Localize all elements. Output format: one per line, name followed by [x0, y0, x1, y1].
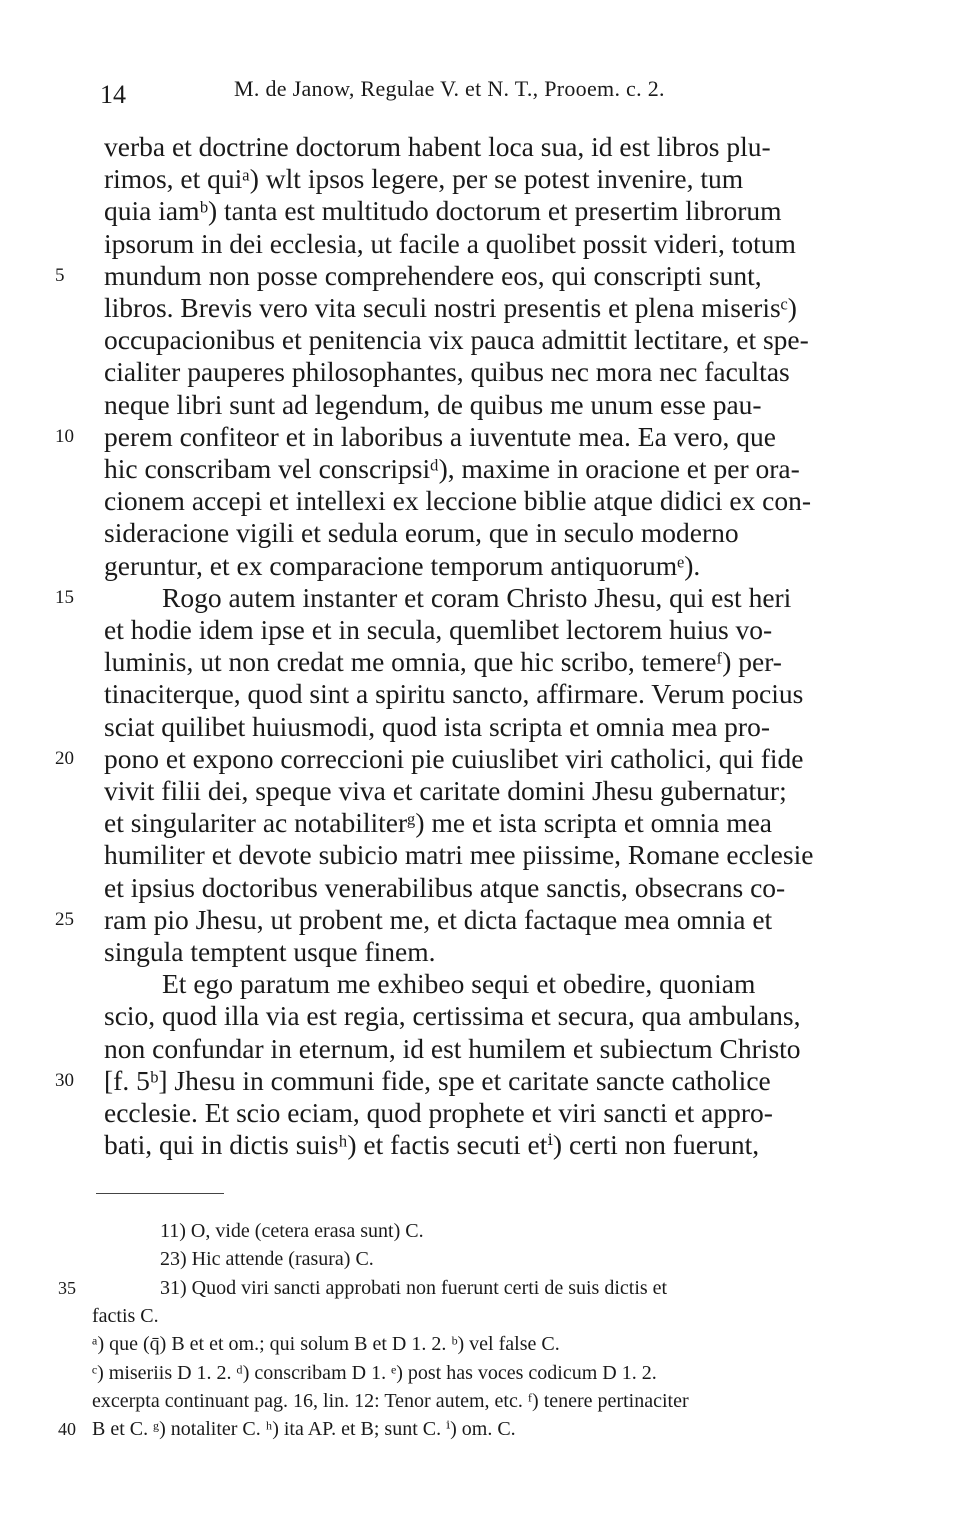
- text-content: sideracione vigili et sedula eorum, que in seculo moderno: [104, 517, 739, 549]
- line-number: 35: [58, 1277, 76, 1298]
- footnote-divider: [96, 1193, 224, 1194]
- text-content: [f. 5ᵇ] Jhesu in communi fide, spe et caritate sancte catholice: [104, 1064, 771, 1096]
- line-number: 15: [55, 586, 74, 608]
- text-content: geruntur, et ex comparacione temporum antiquorumᵉ).: [104, 549, 701, 581]
- line-number: 5: [55, 264, 65, 286]
- text-line: [0, 936, 960, 968]
- text-content: verba et doctrine doctorum habent loca sua, id est libros plu-: [104, 131, 771, 162]
- line-number: 25: [55, 908, 74, 930]
- text-line: [0, 292, 960, 324]
- footnote-content: 31) Quod viri sancti approbati non fuerunt certi de suis dictis et: [160, 1276, 668, 1299]
- footnote-content: B et C. ᵍ) notaliter C. ʰ) ita AP. et B; sunt C. ⁱ) om. C.: [92, 1418, 516, 1441]
- text-line: [0, 775, 960, 807]
- text-content: mundum non posse comprehendere eos, qui conscripti sunt,: [104, 259, 762, 291]
- text-line: [0, 968, 960, 1000]
- text-line: [0, 904, 960, 936]
- running-header: [0, 76, 960, 116]
- text-line: [0, 131, 960, 163]
- text-line: [0, 195, 960, 227]
- footnote-content: ᵃ) que (q̄) B et et om.; qui solum B et D 1. 2. ᵇ) vel false C.: [92, 1333, 560, 1356]
- line-number: 10: [55, 425, 74, 447]
- footnote-line: [0, 1331, 960, 1357]
- footnote-line: [0, 1218, 960, 1244]
- text-content: pono et expono correccioni pie cuiuslibet viri catholici, qui fide: [104, 742, 804, 774]
- text-line: [0, 550, 960, 582]
- text-content: rimos, et quiᵃ) wlt ipsos legere, per se potest invenire, tum: [104, 163, 744, 195]
- text-line: [0, 517, 960, 549]
- footnote-content: 23) Hic attende (rasura) C.: [160, 1248, 374, 1271]
- text-content: ecclesie. Et scio eciam, quod prophete et viri sancti et appro-: [104, 1097, 773, 1128]
- footnote-content: excerpta continuant pag. 16, lin. 12: Tenor autem, etc. ᶠ) tenere pertinaciter: [92, 1389, 689, 1412]
- text-content: hic conscribam vel conscripsiᵈ), maxime in oracione et per ora-: [104, 453, 800, 484]
- text-line: [0, 743, 960, 775]
- text-content: cialiter pauperes philosophantes, quibus nec mora nec facultas: [104, 356, 790, 388]
- text-content: tinaciterque, quod sint a spiritu sancto, affirmare. Verum pocius: [104, 678, 804, 710]
- line-number: 30: [55, 1069, 74, 1091]
- text-content: sciat quilibet huiusmodi, quod ista scripta et omnia mea pro-: [104, 710, 770, 742]
- page-number: 14: [100, 80, 126, 109]
- footnote-line: [0, 1360, 960, 1386]
- text-content: perem confiteor et in laboribus a iuventute mea. Ea vero, que: [104, 420, 776, 452]
- text-line: [0, 1097, 960, 1129]
- text-line: [0, 421, 960, 453]
- footnote-line: [0, 1246, 960, 1272]
- text-content: neque libri sunt ad legendum, de quibus me unum esse pau-: [104, 388, 762, 420]
- text-content: et singulariter ac notabiliterᵍ) me et ista scripta et omnia mea: [104, 807, 773, 839]
- text-line: [0, 260, 960, 292]
- footnote-content: 11) O, vide (cetera erasa sunt) C.: [160, 1220, 424, 1242]
- text-content: ipsorum in dei ecclesia, ut facile a quolibet possit videri, totum: [104, 227, 796, 259]
- text-content: humiliter et devote subicio matri mee piissime, Romane ecclesie: [104, 839, 814, 871]
- text-content: scio, quod illa via est regia, certissima et secura, qua ambulans,: [104, 1000, 801, 1032]
- text-line: [0, 614, 960, 646]
- text-line: [0, 711, 960, 743]
- footnote-line: [0, 1303, 960, 1329]
- text-content: bati, qui in dictis suisʰ) et factis secuti etⁱ) certi non fuerunt,: [104, 1129, 760, 1161]
- line-number: 20: [55, 747, 74, 769]
- text-line: [0, 646, 960, 678]
- text-content: et ipsius doctoribus venerabilibus atque sanctis, obsecrans co-: [104, 871, 786, 903]
- text-line: [0, 1129, 960, 1161]
- footnote-content: ᶜ) miseriis D 1. 2. ᵈ) conscribam D 1. ᵉ) post has voces codicum D 1. 2.: [92, 1361, 657, 1384]
- footnote-line: [0, 1275, 960, 1301]
- text-line: [0, 1065, 960, 1097]
- text-content: quia iamᵇ) tanta est multitudo doctorum et presertim librorum: [104, 195, 782, 227]
- footnote-line: [0, 1388, 960, 1414]
- text-line: [0, 678, 960, 710]
- footnote-line: [0, 1416, 960, 1442]
- footnote-content: factis C.: [92, 1304, 159, 1327]
- text-content: luminis, ut non credat me omnia, que hic scribo, temereᶠ) per-: [104, 646, 782, 678]
- text-line: [0, 356, 960, 388]
- text-content: et hodie idem ipse et in secula, quemlibet lectorem huius vo-: [104, 614, 773, 645]
- text-line: [0, 582, 960, 614]
- text-content: singula temptent usque finem.: [104, 936, 436, 967]
- running-title: M. de Janow, Regulae V. et N. T., Prooem. c. 2.: [234, 76, 665, 101]
- text-content: Rogo autem instanter et coram Christo Jhesu, qui est heri: [162, 581, 792, 613]
- text-content: occupacionibus et penitencia vix pauca admittit lectitare, et spe-: [104, 324, 809, 356]
- text-content: vivit filii dei, speque viva et caritate domini Jhesu gubernatur;: [104, 775, 787, 806]
- text-content: cionem accepi et intellexi ex leccione biblie atque didici ex con-: [104, 485, 812, 517]
- text-line: [0, 228, 960, 260]
- text-content: non confundar in eternum, id est humilem et subiectum Christo: [104, 1032, 801, 1064]
- text-line: [0, 485, 960, 517]
- text-line: [0, 324, 960, 356]
- text-content: libros. Brevis vero vita seculi nostri presentis et plena miserisᶜ): [104, 292, 797, 323]
- text-line: [0, 839, 960, 871]
- text-line: [0, 1033, 960, 1065]
- text-line: [0, 389, 960, 421]
- text-line: [0, 807, 960, 839]
- text-line: [0, 163, 960, 195]
- text-line: [0, 1000, 960, 1032]
- text-content: ram pio Jhesu, ut probent me, et dicta factaque mea omnia et: [104, 903, 773, 935]
- text-line: [0, 453, 960, 485]
- line-number: 40: [58, 1419, 76, 1440]
- text-line: [0, 872, 960, 904]
- text-content: Et ego paratum me exhibeo sequi et obedire, quoniam: [162, 968, 756, 1000]
